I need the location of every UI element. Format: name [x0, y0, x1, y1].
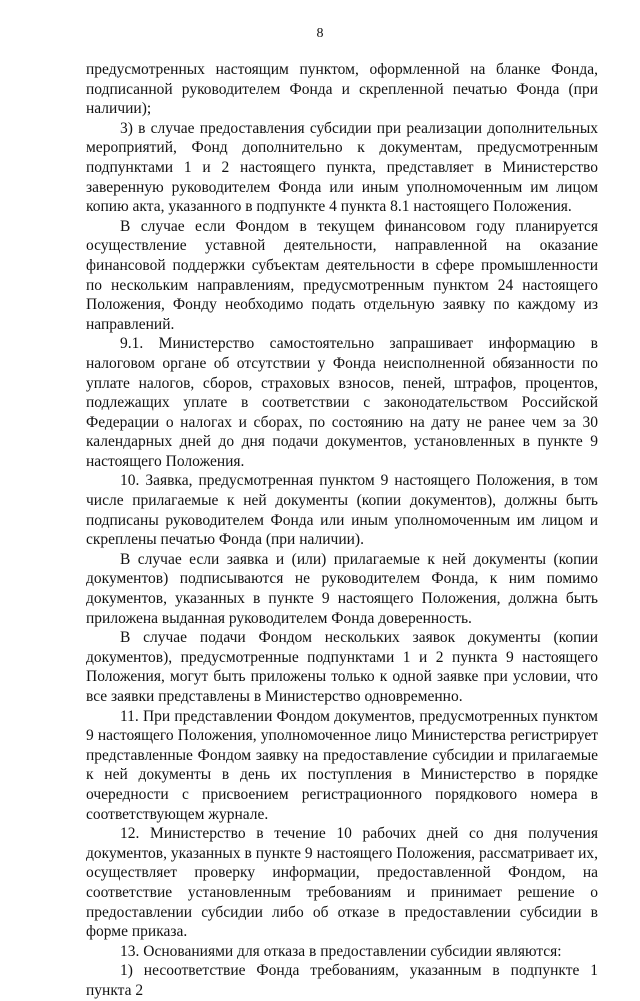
paragraph-continuation: предусмотренных настоящим пунктом, оформленной на бланке Фонда, подписанной руководителем Фонда и скрепленной печатью Фонда (при наличии);	[86, 61, 598, 118]
paragraph-clause-13: 13. Основаниями для отказа в предоставлении субсидии являются:	[120, 942, 562, 960]
paragraph-clause-9-1: 9.1. Министерство самостоятельно запрашивает информацию в налоговом органе об отсутствии у Фонда неисполненной обязанности по уплате налогов, сборов, страховых взносов, пеней, штрафов, процентов, подлежащих уплате в соответствии с законодательством Российской Федерации о налогах и сборах, по состоянию на дату не ранее чем за 30 календарных дней до дня подачи документов, установленных в пункте 9 настоящего Положения.	[86, 335, 598, 470]
page-number: 8	[316, 26, 324, 41]
paragraph-clause-13-item-1: 1) несоответствие Фонда требованиям, указанным в подпункте 1 пункта 2	[86, 962, 598, 999]
paragraph-power-of-attorney: В случае если заявка и (или) прилагаемые к ней документы (копии документов) подписываются не руководителем Фонда, к ним помимо документов, указанных в пункте 9 настоящего Положения, должна быть приложена выданная руководителем Фонда доверенность.	[86, 550, 598, 627]
paragraph-multiple-directions: В случае если Фондом в текущем финансовом году планируется осуществление уставной деятельности, направленной на оказание финансовой поддержки субъектам деятельности в сфере промышленности по нескольким направлениям, предусмотренным пунктом 24 настоящего Положения, Фонду необходимо подать отдельную заявку по каждому из направлений.	[86, 217, 598, 333]
paragraph-clause-11: 11. При представлении Фондом документов, предусмотренных пунктом 9 настоящего Положения, уполномоченное лицо Министерства регистрирует представленные Фондом заявку на предоставление субсидии и прилагаемые к ней документы в день их поступления в Министерство в порядке очередности с присвоением регистрационного порядкового номера в соответствующем журнале.	[86, 707, 598, 823]
paragraph-clause-12: 12. Министерство в течение 10 рабочих дней со дня получения документов, указанных в пункте 9 настоящего Положения, рассматривает их, осуществляет проверку информации, предоставленной Фондом, на соответствие установленным требованиям и принимает решение о предоставлении субсидии либо об отказе в предоставлении субсидии в форме приказа.	[86, 825, 598, 941]
paragraph-multiple-applications: В случае подачи Фондом нескольких заявок документы (копии документов), предусмотренные подпунктами 1 и 2 пункта 9 настоящего Положения, могут быть приложены только к одной заявке при условии, что все заявки представлены в Министерство одновременно.	[86, 629, 598, 705]
document-body	[86, 60, 598, 1001]
paragraph-clause-10: 10. Заявка, предусмотренная пунктом 9 настоящего Положения, в том числе прилагаемые к ней документы (копии документов), должны быть подписаны руководителем Фонда или иным уполномоченным им лицом и скреплены печатью Фонда (при наличии).	[86, 472, 598, 549]
paragraph-subitem-3: 3) в случае предоставления субсидии при реализации дополнительных мероприятий, Фонд дополнительно к документам, предусмотренным подпунктами 1 и 2 настоящего пункта, представляет в Министерство заверенную руководителем Фонда или иным уполномоченным им лицом копию акта, указанного в подпункте 4 пункта 8.1 настоящего Положения.	[86, 119, 598, 216]
